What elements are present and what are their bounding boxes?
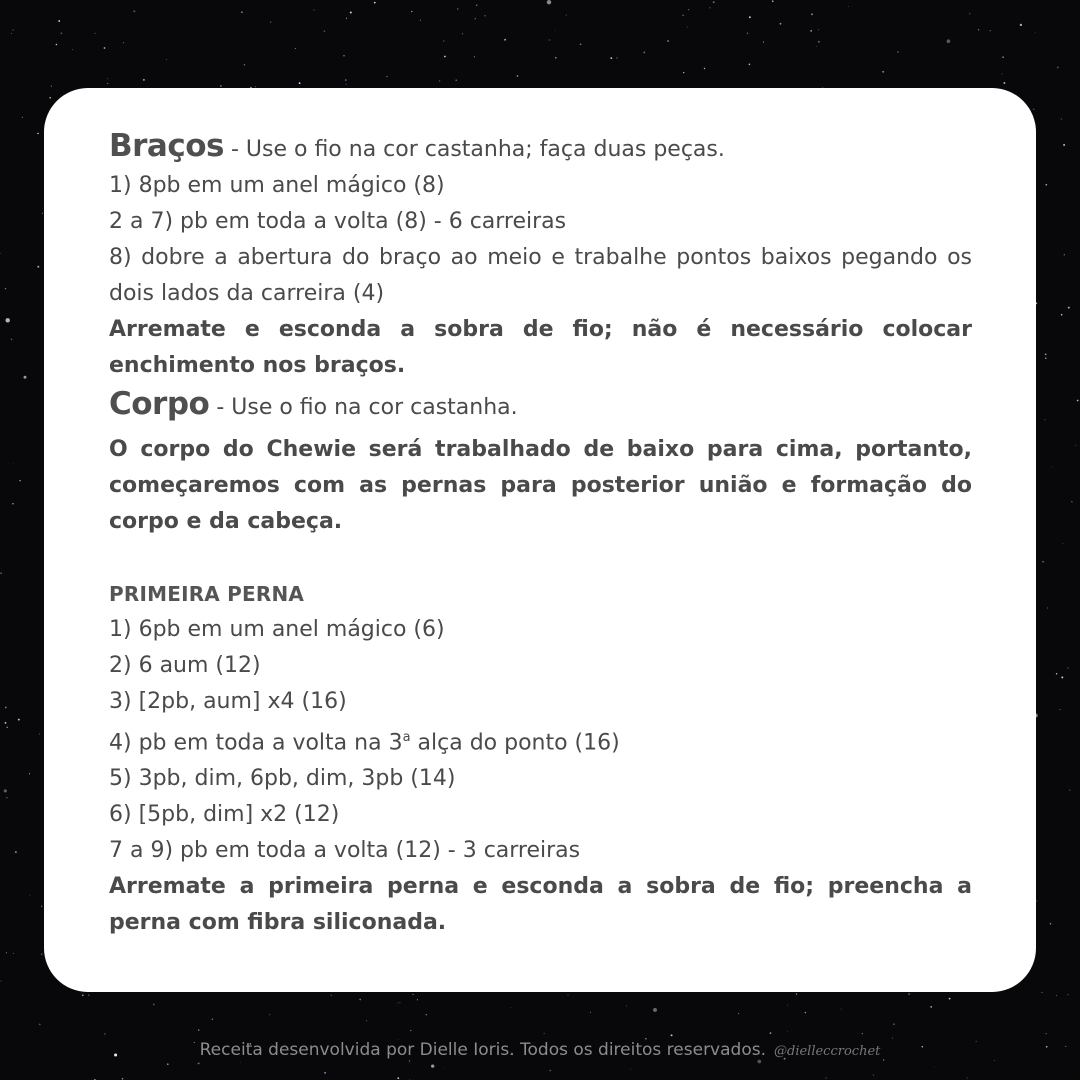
star (359, 999, 361, 1001)
star (818, 29, 819, 30)
star (58, 20, 60, 22)
star (366, 1020, 367, 1021)
star (457, 8, 458, 9)
star (1036, 900, 1037, 901)
star (630, 1069, 631, 1070)
star (549, 1070, 551, 1072)
star (709, 7, 710, 8)
bracos-description: - Use o fio na cor castanha; faça duas peças. (223, 137, 725, 162)
footer-credit: Receita desenvolvida por Dielle Ioris. Todos os direitos reservados. (199, 1040, 766, 1060)
star (590, 1012, 591, 1013)
star (167, 1063, 169, 1065)
star (1057, 66, 1059, 68)
star (6, 727, 7, 728)
star (30, 895, 31, 896)
star (346, 84, 347, 85)
star (94, 33, 95, 34)
star (0, 573, 1, 574)
star (397, 1077, 399, 1079)
star (6, 797, 7, 798)
star (314, 10, 315, 11)
recipe-content (109, 128, 972, 941)
star (240, 1062, 241, 1063)
star (688, 9, 689, 10)
star (1051, 467, 1052, 468)
star (1067, 994, 1068, 995)
star (978, 29, 979, 30)
star (1063, 144, 1065, 146)
star (15, 851, 17, 853)
star (873, 1074, 874, 1075)
footer (0, 1040, 1080, 1060)
star (704, 68, 705, 69)
star (241, 12, 242, 13)
star (616, 57, 617, 58)
star (13, 463, 14, 464)
perna-step4-suffix: alça do ponto (16) (410, 730, 620, 756)
star (990, 30, 991, 31)
star (474, 56, 475, 57)
star (198, 1029, 199, 1030)
star (580, 43, 582, 45)
star (1020, 24, 1022, 26)
star (104, 47, 106, 49)
star (41, 954, 42, 955)
star (893, 1024, 894, 1025)
perna-step: 6) [5pb, dim] x2 (12) (109, 802, 340, 828)
perna-step4-prefix: 4) pb em toda a volta na 3 (109, 730, 403, 756)
star (153, 1004, 155, 1006)
star (166, 59, 167, 60)
star (11, 33, 12, 34)
star (1077, 400, 1079, 402)
star (757, 1060, 761, 1064)
star (947, 39, 951, 43)
star (374, 2, 376, 4)
signature-logo: @dielleccrochet (774, 1044, 881, 1059)
star (626, 1005, 627, 1006)
star (555, 57, 557, 59)
perna-step: 2) 6 aum (12) (109, 653, 261, 678)
star (37, 266, 39, 268)
star (439, 80, 440, 81)
star (12, 503, 14, 505)
star (1056, 673, 1058, 675)
star (1059, 709, 1060, 710)
star (445, 1067, 446, 1068)
star (5, 706, 7, 708)
star (517, 75, 519, 77)
star (544, 1033, 545, 1034)
star (949, 998, 951, 1000)
star (818, 41, 819, 42)
star (343, 55, 344, 56)
star (61, 32, 63, 34)
star (738, 1013, 739, 1014)
star (811, 13, 813, 15)
star (346, 18, 347, 19)
recipe-card (44, 88, 1036, 992)
star (270, 22, 271, 23)
star (787, 1005, 788, 1006)
bracos-step: 8) dobre a abertura do braço ao meio e trabalhe pontos baixos pegando os dois lados da carreira (4) (109, 245, 972, 306)
perna-subheading: PRIMEIRA PERNA (109, 582, 305, 606)
star (397, 1003, 398, 1004)
star (1061, 676, 1063, 678)
star (18, 719, 20, 721)
star (1069, 790, 1070, 791)
star (1067, 667, 1069, 669)
star (1035, 32, 1036, 33)
star (484, 15, 486, 17)
star (143, 79, 145, 81)
star (475, 18, 477, 20)
star (1061, 119, 1062, 120)
star (5, 722, 7, 724)
bracos-title: Braços (109, 128, 224, 164)
star (39, 734, 40, 735)
star (683, 72, 684, 73)
star (299, 82, 301, 84)
star (462, 33, 463, 34)
star (787, 1031, 788, 1032)
star (934, 1067, 935, 1068)
star (511, 1007, 512, 1008)
star (24, 376, 27, 379)
star (0, 253, 1, 254)
star (324, 30, 326, 32)
star (1063, 543, 1064, 544)
star (6, 952, 7, 953)
star (747, 33, 748, 34)
star (1002, 74, 1003, 75)
star (1003, 82, 1005, 84)
star (22, 117, 23, 118)
star (29, 773, 30, 774)
star (345, 79, 347, 81)
star (444, 56, 446, 58)
star (967, 1077, 968, 1078)
star (749, 16, 751, 18)
star (653, 1008, 657, 1012)
star (780, 23, 782, 25)
star (212, 1019, 214, 1021)
star (763, 42, 764, 43)
star (220, 85, 222, 87)
star (908, 993, 910, 995)
perna-step: 3) [2pb, aum] x4 (16) (109, 689, 347, 714)
star (568, 995, 569, 996)
star (1056, 995, 1057, 996)
star (1042, 561, 1044, 563)
star (122, 1078, 124, 1080)
star (399, 1002, 400, 1003)
star (1002, 56, 1004, 58)
star (1045, 353, 1047, 355)
star (826, 1078, 827, 1079)
star (1045, 357, 1047, 359)
star (713, 1, 715, 3)
star (39, 1024, 41, 1026)
star (1061, 314, 1063, 316)
star (443, 41, 444, 42)
bracos-step: 1) 8pb em um anel mágico (8) (109, 173, 445, 198)
star (1071, 501, 1072, 502)
perna-step (109, 720, 972, 761)
star (687, 26, 688, 27)
star (107, 78, 108, 79)
star (41, 906, 42, 907)
star (350, 12, 352, 14)
star (841, 1009, 842, 1010)
perna-step: 5) 3pb, dim, 6pb, dim, 3pb (14) (109, 766, 456, 792)
star (749, 63, 751, 65)
star (667, 40, 669, 42)
star (643, 51, 645, 53)
star (1046, 1033, 1047, 1034)
star (295, 48, 296, 49)
star (426, 1014, 427, 1015)
star (107, 83, 108, 84)
star (412, 994, 413, 995)
bracos-note: Arremate e esconda a sobra de fio; não é necessário colocar enchimento nos braços. (109, 317, 972, 378)
star (1033, 108, 1035, 110)
star (324, 1072, 326, 1074)
star (11, 339, 12, 340)
star (796, 993, 797, 994)
star (566, 15, 567, 16)
star (1068, 307, 1070, 309)
star (5, 288, 7, 290)
star (244, 64, 246, 66)
star (547, 0, 551, 4)
bracos-heading-line (109, 128, 972, 168)
star (51, 86, 52, 87)
star (5, 318, 9, 322)
star (1045, 184, 1047, 186)
star (331, 995, 332, 996)
corpo-heading-line (109, 386, 972, 426)
star (455, 79, 456, 80)
corpo-description: - Use o fio na cor castanha. (209, 395, 518, 420)
star (88, 994, 89, 995)
star (892, 1038, 893, 1039)
star (848, 6, 849, 7)
star (410, 1030, 411, 1031)
corpo-intro: O corpo do Chewie será trabalhado de baixo para cima, portanto, começaremos com as pernas para posterior união e formação do corpo e da cabeça. (109, 437, 972, 534)
star (13, 953, 14, 954)
star (411, 11, 412, 12)
star (504, 39, 506, 41)
star (897, 51, 898, 52)
spacer (109, 540, 972, 576)
star (1041, 992, 1042, 993)
star (42, 213, 43, 214)
star (123, 42, 124, 43)
star (409, 1060, 410, 1061)
star (417, 999, 418, 1000)
star (994, 1060, 995, 1061)
star (409, 1079, 410, 1080)
star (1045, 419, 1046, 420)
star (49, 97, 51, 99)
star (1075, 445, 1076, 446)
perna-note: Arremate a primeira perna e esconda a sobra de fio; preencha a perna com fibra siliconada. (109, 874, 972, 936)
star (772, 0, 774, 2)
star (805, 1012, 806, 1013)
star (19, 480, 21, 482)
star (13, 29, 14, 30)
star (72, 49, 73, 50)
star (810, 30, 812, 32)
star (386, 76, 387, 77)
star (37, 133, 38, 134)
perna-step4-superscript: a (402, 730, 411, 745)
star (816, 46, 817, 47)
bracos-step: 2 a 7) pb em toda a volta (8) - 6 carreiras (109, 209, 567, 234)
star (882, 71, 884, 73)
star (133, 10, 135, 12)
star (770, 1032, 772, 1034)
star (1047, 608, 1048, 609)
star (476, 4, 478, 6)
star (198, 1063, 200, 1065)
star (420, 20, 421, 21)
star (549, 39, 551, 41)
corpo-title: Corpo (109, 386, 210, 422)
star (671, 1034, 673, 1036)
star (56, 44, 58, 46)
star (555, 30, 556, 31)
star (930, 1006, 932, 1008)
star (1050, 923, 1052, 925)
star (4, 789, 7, 792)
perna-step: 7 a 9) pb em toda a volta (12) - 3 carreiras (109, 838, 581, 864)
star (969, 13, 970, 14)
star (1064, 254, 1065, 255)
star (82, 995, 84, 997)
star (104, 1033, 105, 1034)
perna-step: 1) 6pb em um anel mágico (6) (109, 617, 445, 642)
star (610, 57, 612, 59)
star (862, 1033, 863, 1034)
star (269, 1014, 270, 1015)
star (431, 1064, 434, 1067)
star (682, 15, 683, 16)
star (0, 980, 1, 981)
